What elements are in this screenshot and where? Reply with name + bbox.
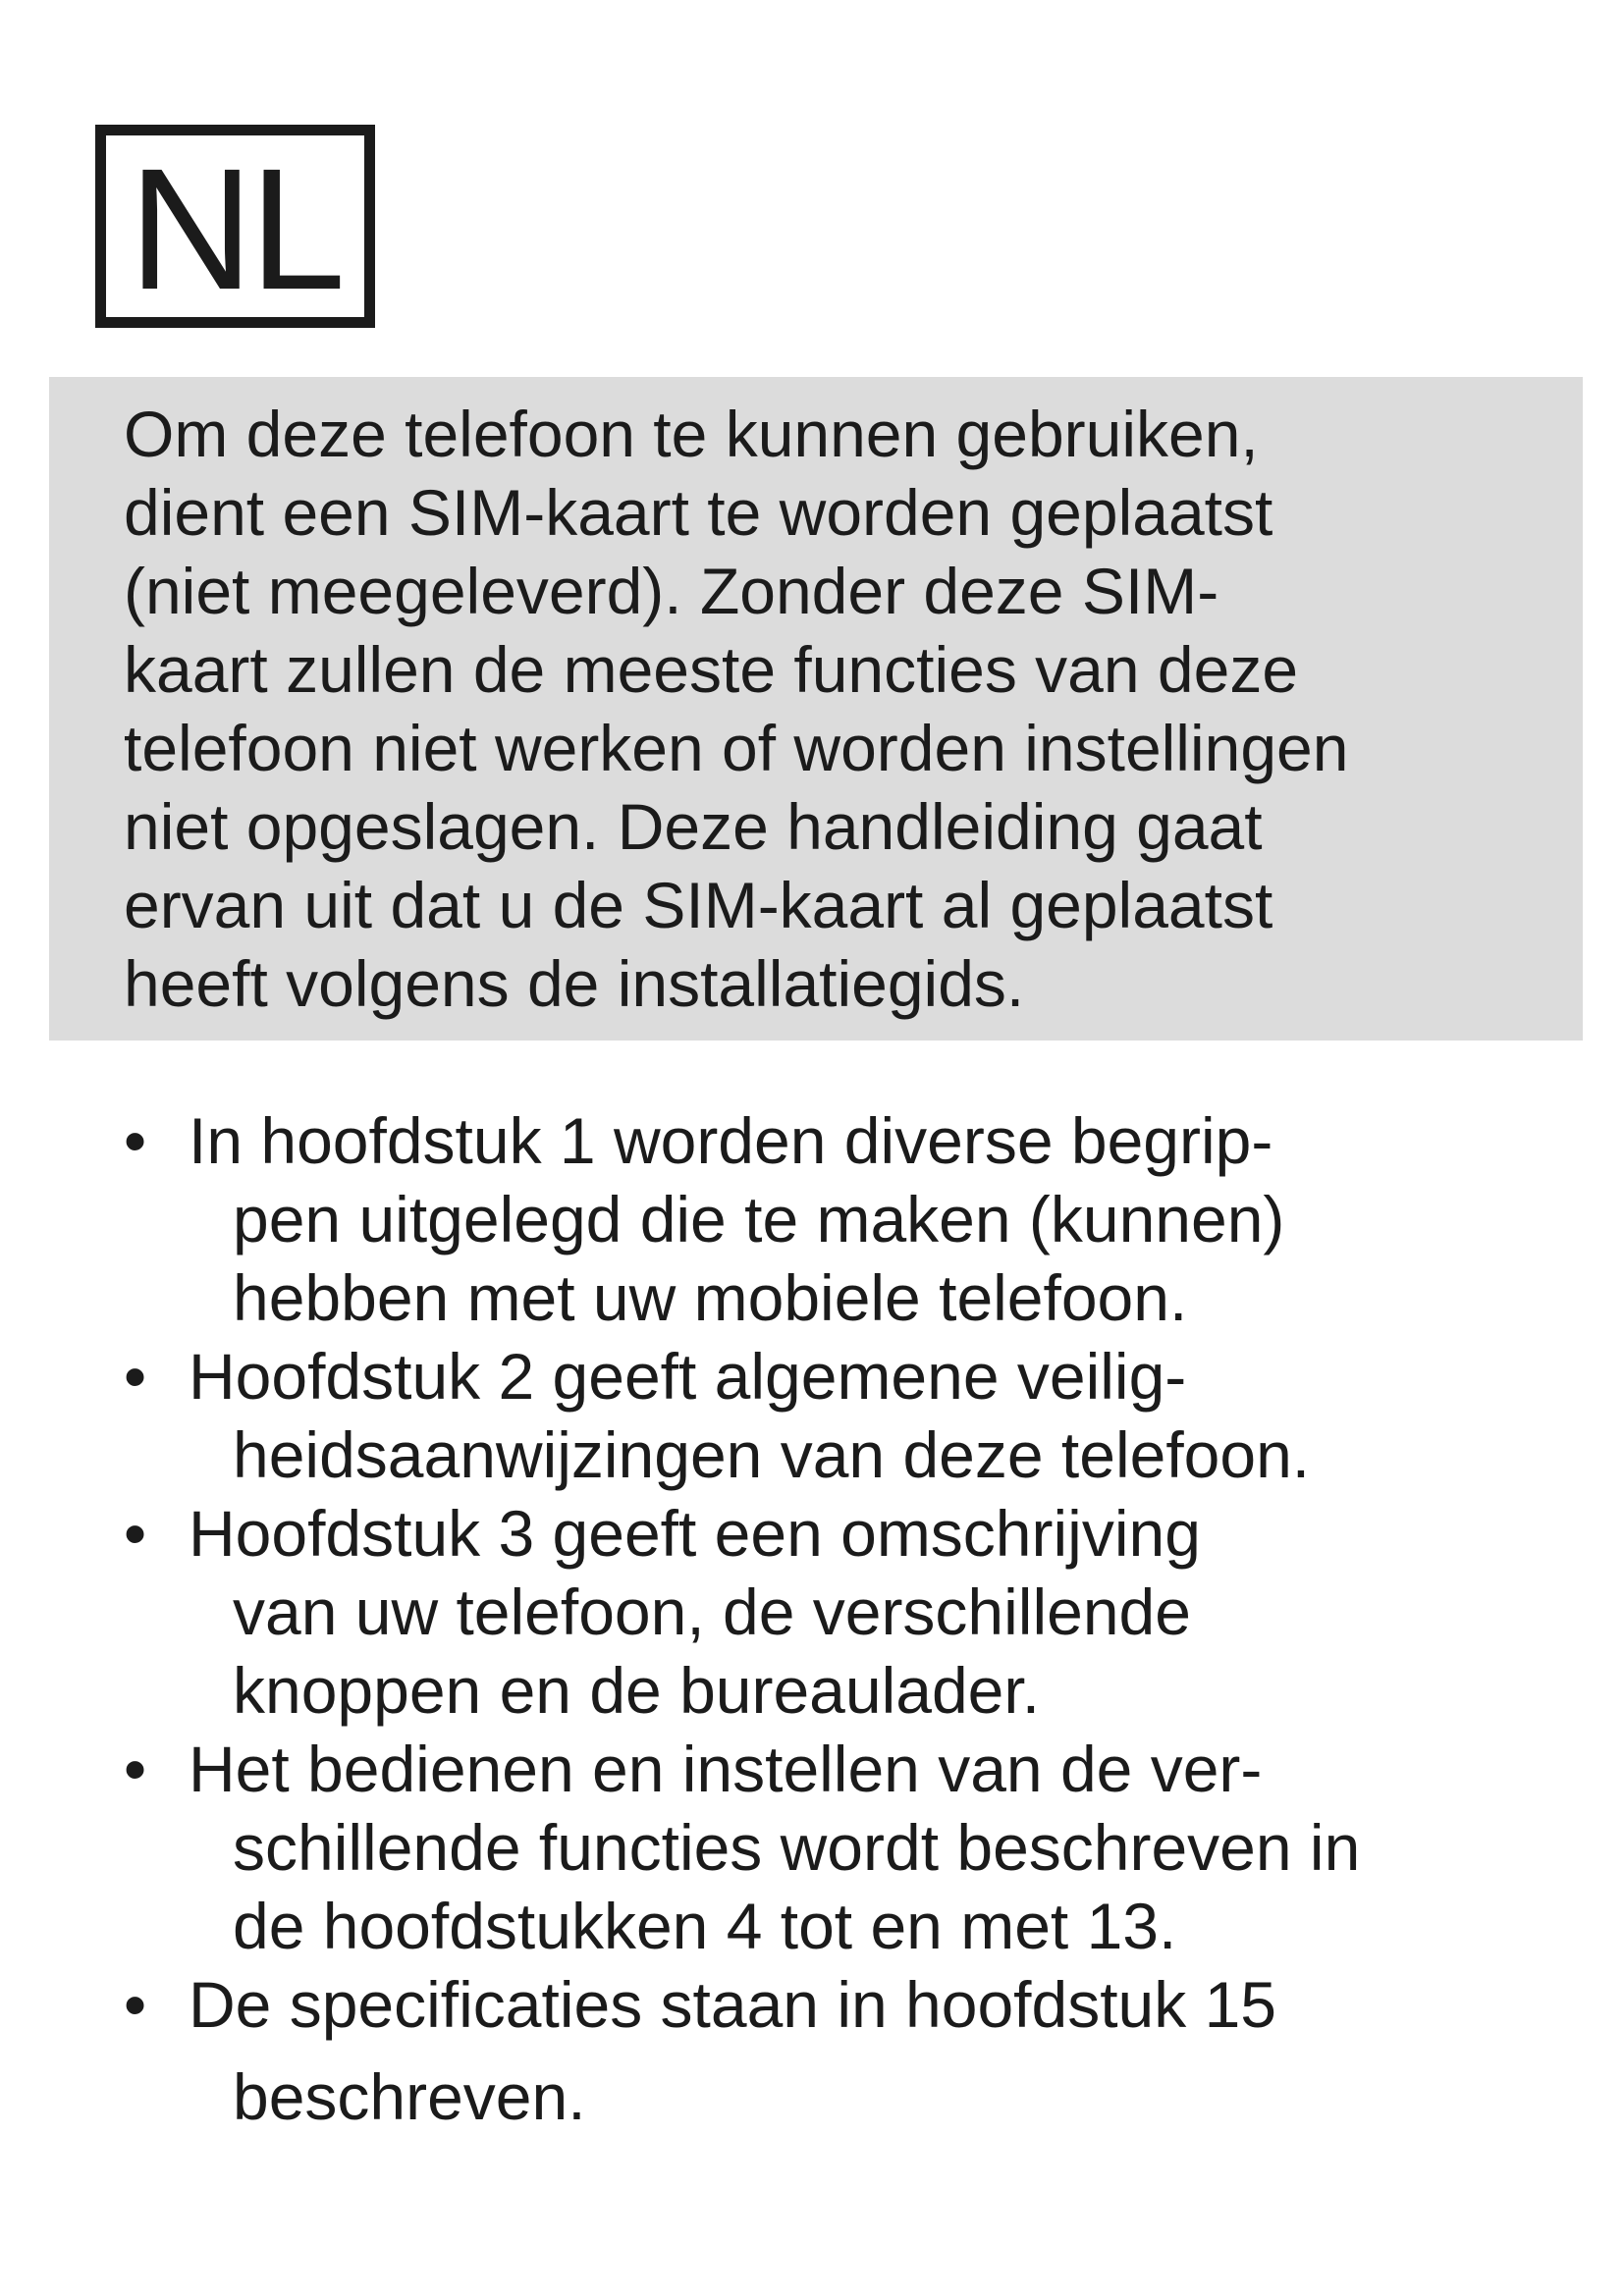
bullet-icon: •: [124, 1340, 147, 1413]
list-item-line: Hoofdstuk 3 geeft een omschrijving: [189, 1497, 1201, 1570]
bullet-icon: •: [124, 1733, 147, 1805]
list-item-line: beschreven.: [233, 2060, 586, 2133]
notice-line: telefoon niet werken of worden instellingen: [124, 712, 1349, 784]
language-code: NL: [129, 133, 342, 326]
list-item: [0, 1101, 1624, 1337]
list-item-line: De specificaties staan in hoofdstuk 15: [189, 1968, 1276, 2041]
list-item: [0, 1730, 1624, 1965]
list-item: [0, 1494, 1624, 1730]
list-item-line: heidsaanwijzingen van deze telefoon.: [233, 1418, 1311, 1491]
list-item-line: schillende functies wordt beschreven in: [233, 1811, 1361, 1884]
list-item-line: van uw telefoon, de verschillende: [233, 1575, 1191, 1648]
list-item: [0, 1965, 1624, 2136]
notice-line: kaart zullen de meeste functies van deze: [124, 633, 1299, 706]
language-badge: [95, 125, 375, 328]
list-item-line: hebben met uw mobiele telefoon.: [233, 1261, 1188, 1334]
list-item-line: pen uitgelegd die te maken (kunnen): [233, 1183, 1285, 1255]
list-item-line: Hoofdstuk 2 geeft algemene veilig-: [189, 1340, 1187, 1413]
notice-line: (niet meegeleverd). Zonder deze SIM-: [124, 555, 1219, 627]
notice-line: heeft volgens de installatiegids.: [124, 947, 1025, 1020]
sim-card-notice: [49, 377, 1583, 1041]
bullet-icon: •: [124, 1497, 147, 1570]
list-item: [0, 1337, 1624, 1494]
notice-line: niet opgeslagen. Deze handleiding gaat: [124, 790, 1263, 863]
bullet-icon: •: [124, 1104, 147, 1177]
list-item-line: In hoofdstuk 1 worden diverse begrip-: [189, 1104, 1273, 1177]
notice-line: Om deze telefoon te kunnen gebruiken,: [124, 398, 1259, 470]
chapter-overview-list: [0, 1101, 1624, 2136]
list-item-line: Het bedienen en instellen van de ver-: [189, 1733, 1263, 1805]
list-item-line: de hoofdstukken 4 tot en met 13.: [233, 1890, 1177, 1962]
bullet-icon: •: [124, 1968, 147, 2041]
list-item-line: knoppen en de bureaulader.: [233, 1654, 1041, 1727]
notice-line: dient een SIM-kaart te worden geplaatst: [124, 476, 1273, 549]
notice-line: ervan uit dat u de SIM-kaart al geplaatst: [124, 869, 1273, 941]
